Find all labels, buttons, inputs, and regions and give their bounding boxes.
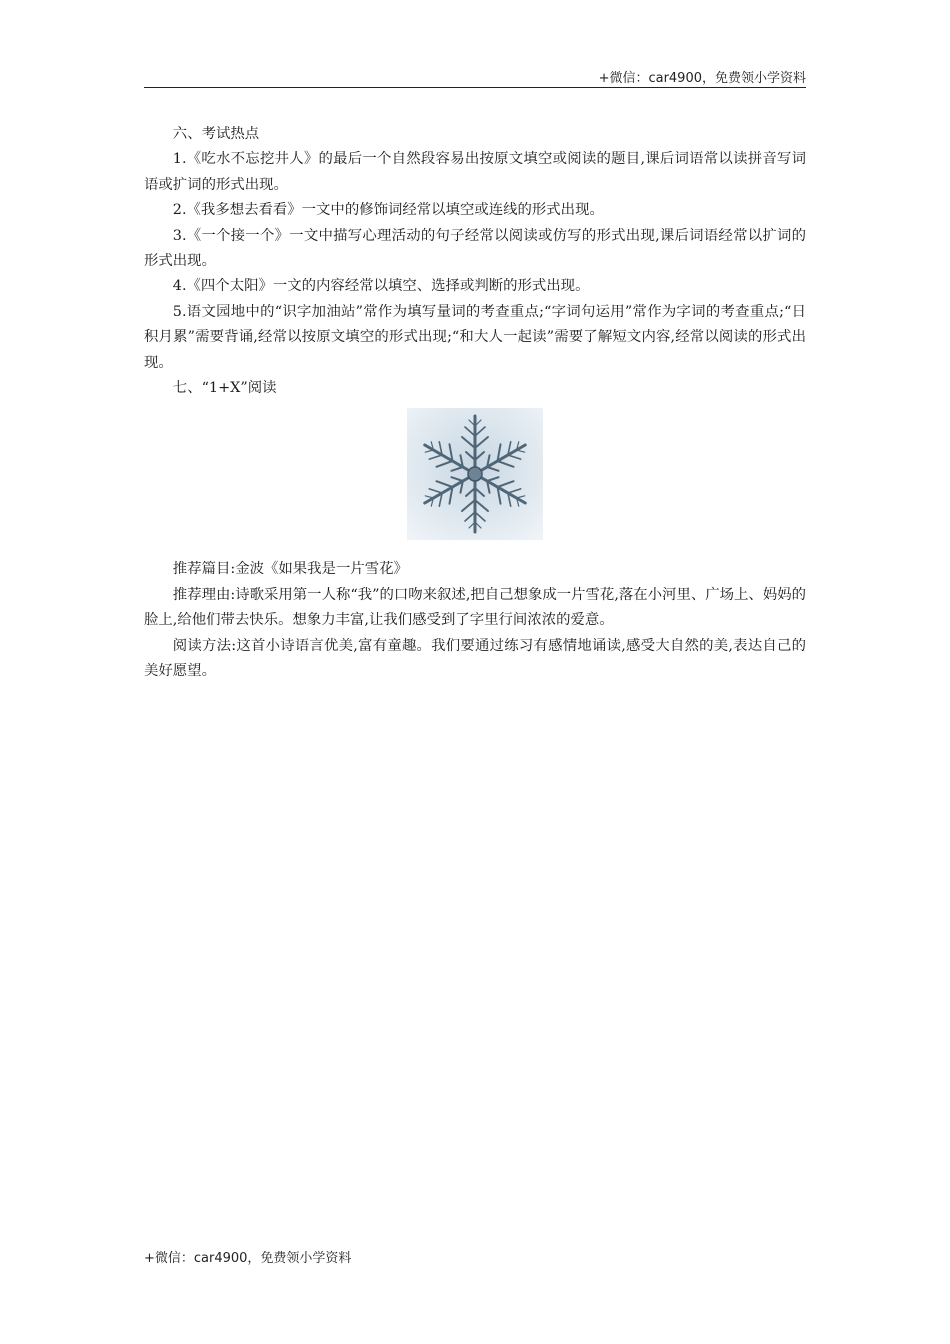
header-rule [144,87,806,88]
hotspot-item-4: 4.《四个太阳》一文的内容经常以填空、选择或判断的形式出现。 [172,278,590,295]
document-body [144,122,806,685]
hotspot-item-3: 3.《一个接一个》一文中描写心理活动的句子经常以阅读或仿写的形式出现,课后词语经常以扩词的形式出现。 [144,227,806,270]
recommended-reason: 推荐理由:诗歌采用第一人称“我”的口吻来叙述,把自己想象成一片雪花,落在小河里、广场上、妈妈的脸上,给他们带去快乐。想象力丰富,让我们感受到了字里行间浓浓的爱意。 [144,586,806,629]
recommended-title: 推荐篇目:金波《如果我是一片雪花》 [172,561,408,578]
section-heading-reading: 七、“1+X”阅读 [172,380,277,397]
snowflake-photo-icon [407,408,543,540]
header-text: +微信：car4900，免费领小学资料 [598,71,806,86]
reading-method: 阅读方法:这首小诗语言优美,富有童趣。我们要通过练习有感情地诵读,感受大自然的美,表达自己的美好愿望。 [144,637,806,680]
hotspot-item-2: 2.《我多想去看看》一文中的修饰词经常以填空或连线的形式出现。 [172,202,604,219]
hotspot-item-5: 5.语文园地中的“识字加油站”常作为填写量词的考查重点;“字词句运用”常作为字词的考查重点;“日积月累”需要背诵,经常以按原文填空的形式出现;“和大人一起读”需要了解短文内容,经常以阅读的形式出现。 [144,303,806,371]
footer-text: +微信：car4900，免费领小学资料 [144,1251,352,1266]
section-heading-hotspots: 六、考试热点 [172,126,260,142]
hotspot-item-1: 1.《吃水不忘挖井人》的最后一个自然段容易出按原文填空或阅读的题目,课后词语常以读拼音写词语或扩词的形式出现。 [144,151,806,193]
